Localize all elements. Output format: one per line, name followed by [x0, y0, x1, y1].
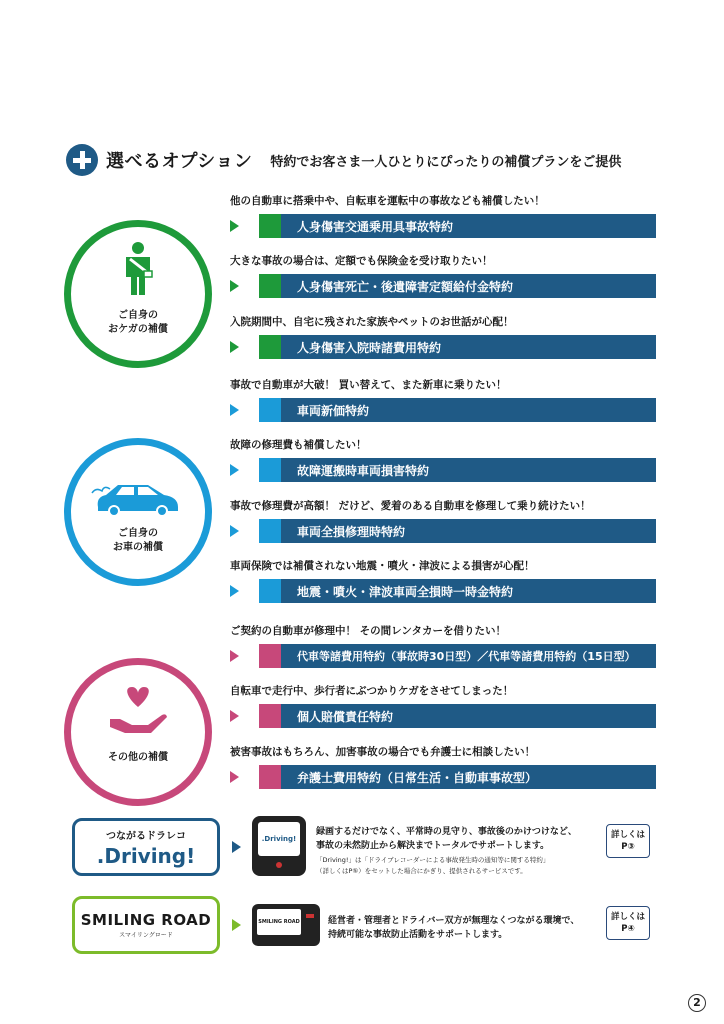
arrow-icon: [230, 650, 239, 662]
arrow-icon: [230, 525, 239, 537]
option-label: 人身傷害死亡・後遺障害定額給付金特約: [297, 279, 514, 294]
section-header: [66, 142, 621, 178]
option-item: [230, 555, 656, 603]
driving-logo: .Driving!: [96, 843, 196, 868]
option-desc: ご契約の自動車が修理中！ その間レンタカーを借りたい！: [230, 625, 506, 637]
book-icon[interactable]: [606, 824, 650, 858]
arrow-icon: [230, 585, 239, 597]
car-caption-line2: お車の補償: [113, 542, 163, 553]
option-label: 弁護士費用特約（日常生活・自動車事故型）: [297, 770, 538, 785]
option-bar: [259, 335, 656, 359]
arrow-icon: [230, 404, 239, 416]
option-desc: 大きな事故の場合は、定額でも保険金を受け取りたい！: [230, 255, 493, 267]
option-item: [230, 311, 656, 359]
smiling-road-logo-box: [72, 896, 220, 954]
option-item: [230, 680, 656, 728]
option-label: 人身傷害交通乗用具事故特約: [297, 219, 454, 234]
option-label: 地震・噴火・津波車両全損時一時金特約: [297, 584, 514, 599]
injury-group-circle: [64, 220, 212, 368]
smiling-road-device: [252, 904, 320, 946]
driving-ref-line2: P③: [621, 842, 635, 852]
option-item: [230, 495, 656, 543]
driving-note-line2: （詳しくはP⑤）をセットした場合にかぎり、提供されるサービスです。: [316, 867, 527, 875]
arrow-icon: [230, 220, 239, 232]
option-desc: 故障の修理費も補償したい！: [230, 439, 367, 451]
person-injured-icon: [116, 241, 160, 297]
option-label: 車両新価特約: [297, 403, 370, 418]
arrow-icon: [230, 710, 239, 722]
injury-caption-line2: おケガの補償: [108, 324, 168, 335]
option-bar: [259, 214, 656, 238]
option-bar: [259, 398, 656, 422]
driving-device: [252, 816, 306, 876]
car-caption-line1: ご自身の: [118, 528, 158, 539]
option-label: 故障運搬時車両損害特約: [297, 463, 430, 478]
option-item: [230, 374, 656, 422]
plus-icon: [66, 144, 98, 176]
smiling-road-ref-line1: 詳しくは: [610, 912, 645, 922]
option-desc: 車両保険では補償されない地震・噴火・津波による損害が心配！: [230, 560, 535, 572]
smiling-road-ref-line2: P④: [621, 924, 635, 934]
option-bar: [259, 458, 656, 482]
driving-ref-line1: 詳しくは: [610, 830, 645, 840]
option-desc: 事故で修理費が高額！ だけど、愛着のある自動車を修理して乗り続けたい！: [230, 500, 591, 512]
page-number: 2: [688, 994, 706, 1012]
smiling-road-device-screen: SMILING ROAD: [257, 909, 301, 935]
other-group-circle: [64, 658, 212, 806]
option-item: [230, 250, 656, 298]
option-label: 個人賠償責任特約: [297, 709, 394, 724]
option-desc: 他の自動車に搭乗中や、自転車を運転中の事故なども補償したい！: [230, 195, 545, 207]
section-title: 選べるオプション: [106, 151, 253, 172]
smiling-road-text-line1: 経営者・管理者とドライバー双方が無理なくつながる環境で、: [328, 916, 580, 926]
option-desc: 自転車で走行中、歩行者にぶつかりケガをさせてしまった！: [230, 685, 514, 697]
driving-text-line2: 事故の未然防止から解決までトータルでサポートします。: [316, 841, 550, 851]
option-desc: 入院期間中、自宅に残された家族やペットのお世話が心配！: [230, 316, 514, 328]
arrow-icon: [230, 341, 239, 353]
option-label: 代車等諸費用特約（事故時30日型）／代車等諸費用特約（15日型）: [297, 650, 636, 663]
option-bar: [259, 519, 656, 543]
option-item: [230, 190, 656, 238]
damaged-car-icon: [90, 475, 186, 517]
smiling-road-logo: SMILING ROAD: [80, 911, 212, 929]
option-bar: [259, 704, 656, 728]
arrow-icon: [230, 464, 239, 476]
other-caption: その他の補償: [108, 752, 168, 763]
arrow-icon: [232, 841, 241, 853]
option-desc: 事故で自動車が大破！ 買い替えて、また新車に乗りたい！: [230, 379, 507, 391]
option-label: 人身傷害入院時諸費用特約: [297, 340, 442, 355]
option-item: [230, 741, 656, 789]
arrow-icon: [230, 771, 239, 783]
smiling-road-logo-sub: スマイリングロード: [119, 932, 173, 939]
option-desc: 被害事故はもちろん、加害事故の場合でも弁護士に相談したい！: [230, 746, 536, 758]
option-item: [230, 620, 656, 668]
smiling-road-text-line2: 持続可能な事故防止活動をサポートします。: [328, 930, 508, 940]
section-subtitle: 特約でお客さま一人ひとりにぴったりの補償プランをご提供: [270, 154, 622, 170]
driving-logo-box: [72, 818, 220, 876]
injury-caption-line1: ご自身の: [118, 310, 158, 321]
driving-note-line1: 「Driving!」は「ドライブレコーダーによる事故発生時の通知等に関する特約」: [316, 856, 550, 864]
option-bar: [259, 579, 656, 603]
car-group-circle: [64, 438, 212, 586]
arrow-icon: [232, 919, 241, 931]
heart-hand-icon: [106, 685, 170, 741]
driving-text-line1: 録画するだけでなく、平常時の見守り、事故後のかけつけなど、: [316, 827, 577, 837]
option-label: 車両全損修理時特約: [297, 524, 406, 539]
arrow-icon: [230, 280, 239, 292]
driving-tagline: つながるドラレコ: [106, 830, 186, 842]
driving-device-screen: .Driving!: [258, 822, 300, 856]
option-item: [230, 434, 656, 482]
option-bar: [259, 765, 656, 789]
book-icon[interactable]: [606, 906, 650, 940]
option-bar: [259, 274, 656, 298]
option-bar: [259, 644, 656, 668]
